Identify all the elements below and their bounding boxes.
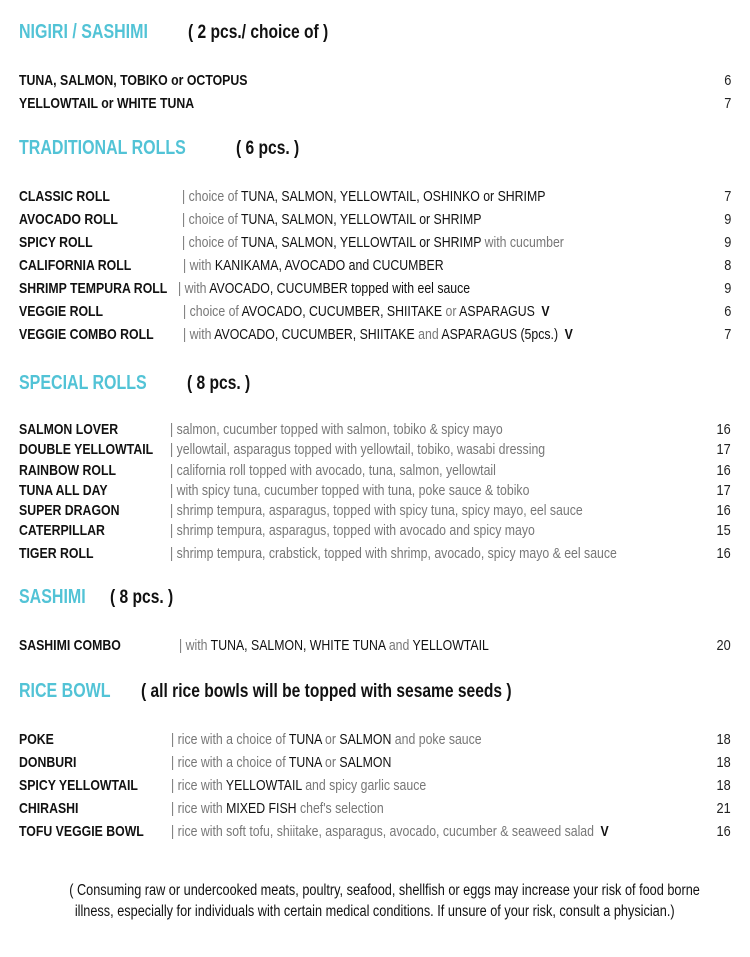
item-description: | shrimp tempura, asparagus, topped with spicy tuna, spicy mayo, eel sauce [170, 502, 583, 520]
item-description: | with spicy tuna, cucumber topped with tuna, poke sauce & tobiko [170, 481, 530, 499]
item-name: RAINBOW ROLL [19, 461, 117, 479]
item-description: | shrimp tempura, crabstick, topped with shrimp, avocado, spicy mayo & eel sauce [170, 544, 617, 562]
section-header [19, 19, 731, 45]
menu-item [19, 208, 731, 231]
item-price: 18 [716, 754, 731, 771]
item-name: YELLOWTAIL or WHITE TUNA [19, 95, 195, 112]
menu-item [19, 420, 731, 440]
item-description: | with AVOCADO, CUCUMBER topped with eel sauce [178, 280, 471, 297]
item-name: SASHIMI COMBO [19, 637, 121, 654]
item-description: | choice of TUNA, SALMON, YELLOWTAIL or SHRIMP [182, 211, 482, 228]
section-header [19, 678, 731, 704]
item-price: 7 [723, 326, 731, 343]
menu-item [19, 92, 731, 115]
item-description: | rice with a choice of TUNA or SALMON and poke sauce [171, 731, 482, 748]
menu-item [19, 797, 731, 820]
section-title: SASHIMI [19, 586, 86, 608]
section-note: ( 6 pcs. ) [235, 138, 299, 159]
item-price: 18 [716, 777, 731, 794]
item-name: DOUBLE YELLOWTAIL [19, 441, 154, 459]
menu-item [19, 728, 731, 751]
vegetarian-icon: V [541, 303, 550, 320]
section-nigiri [19, 19, 731, 115]
section-title: SPECIAL ROLLS [19, 372, 147, 394]
item-price: 15 [716, 522, 731, 540]
item-price: 21 [716, 800, 731, 817]
section-header [19, 584, 731, 610]
item-name: SALMON LOVER [19, 421, 119, 438]
item-name: TUNA ALL DAY [19, 481, 108, 499]
item-description: | with AVOCADO, CUCUMBER, SHIITAKE and ASPARAGUS (5pcs.) V [183, 326, 573, 343]
item-description: | rice with soft tofu, shiitake, asparagus, avocado, cucumber & seaweed salad V [171, 823, 609, 840]
section-header [19, 135, 731, 161]
section-note: ( 8 pcs. ) [186, 373, 250, 394]
menu-item [19, 277, 731, 300]
item-description: | salmon, cucumber topped with salmon, tobiko & spicy mayo [170, 421, 503, 438]
menu-item [19, 323, 731, 346]
section-title: RICE BOWL [19, 680, 111, 702]
item-name: CATERPILLAR [19, 522, 105, 540]
item-name: AVOCADO ROLL [19, 211, 118, 228]
item-price: 16 [716, 502, 731, 520]
item-description: | with TUNA, SALMON, WHITE TUNA and YELLOWTAIL [179, 637, 489, 654]
item-name: SPICY YELLOWTAIL [19, 777, 138, 794]
item-description: | rice with a choice of TUNA or SALMON [171, 754, 392, 771]
item-price: 16 [716, 421, 731, 438]
item-name: TOFU VEGGIE BOWL [19, 823, 144, 840]
menu-item [19, 254, 731, 277]
item-description: | choice of AVOCADO, CUCUMBER, SHIITAKE or ASPARAGUS V [183, 303, 550, 320]
section-traditional-rolls [19, 135, 731, 346]
item-price: 16 [716, 823, 731, 840]
item-description: | california roll topped with avocado, tuna, salmon, yellowtail [170, 461, 496, 479]
menu-item [19, 501, 731, 521]
item-description: | choice of TUNA, SALMON, YELLOWTAIL, OSHINKO or SHRIMP [182, 188, 546, 205]
menu-item [19, 774, 731, 797]
item-name: DONBURI [19, 754, 77, 771]
item-price: 7 [723, 188, 731, 205]
item-price: 16 [716, 544, 731, 562]
item-price: 18 [716, 731, 731, 748]
menu-item [19, 820, 731, 843]
item-name: CLASSIC ROLL [19, 188, 110, 205]
item-name: SUPER DRAGON [19, 502, 120, 520]
item-name: TIGER ROLL [19, 544, 94, 562]
section-note: ( all rice bowls will be topped with sesame seeds ) [141, 681, 513, 702]
section-title: NIGIRI / SASHIMI [19, 21, 148, 43]
item-description: | rice with MIXED FISH chef's selection [171, 800, 384, 817]
item-price: 9 [723, 211, 731, 228]
menu-item [19, 300, 731, 323]
section-special-rolls [19, 370, 731, 565]
item-price: 9 [723, 234, 731, 251]
menu-item [19, 542, 731, 565]
item-description: | yellowtail, asparagus topped with yellowtail, tobiko, wasabi dressing [170, 441, 546, 459]
menu-item [19, 461, 731, 481]
section-sashimi [19, 584, 731, 657]
item-name: CHIRASHI [19, 800, 79, 817]
item-price: 17 [716, 441, 731, 459]
item-description: | shrimp tempura, asparagus, topped with avocado and spicy mayo [170, 522, 535, 540]
item-price: 8 [723, 257, 731, 274]
section-title: TRADITIONAL ROLLS [19, 137, 186, 159]
item-price: 16 [716, 461, 731, 479]
item-price: 7 [723, 95, 731, 112]
menu-item [19, 440, 731, 460]
item-price: 6 [723, 72, 731, 89]
item-description: | rice with YELLOWTAIL and spicy garlic sauce [171, 777, 427, 794]
item-name: CALIFORNIA ROLL [19, 257, 132, 274]
item-name: TUNA, SALMON, TOBIKO or OCTOPUS [19, 72, 248, 89]
item-price: 20 [716, 637, 731, 654]
menu-item [19, 634, 731, 657]
health-disclaimer [0, 880, 750, 922]
item-description: | with KANIKAMA, AVOCADO and CUCUMBER [183, 257, 444, 274]
vegetarian-icon: V [564, 326, 573, 343]
item-price: 9 [723, 280, 731, 297]
section-rice-bowl [19, 678, 731, 843]
item-name: POKE [19, 731, 54, 748]
item-name: SHRIMP TEMPURA ROLL [19, 280, 168, 297]
item-price: 17 [716, 481, 731, 499]
menu-item [19, 69, 731, 92]
section-note: ( 2 pcs./ choice of ) [188, 22, 329, 43]
section-note: ( 8 pcs. ) [110, 587, 174, 608]
disclaimer-line: illness, especially for individuals with certain medical conditions. If unsure of your risk, consult a physician.) [75, 903, 675, 920]
menu-item [19, 185, 731, 208]
disclaimer-line: ( Consuming raw or undercooked meats, poultry, seafood, shellfish or eggs may increase your risk of food borne [69, 882, 700, 899]
menu-item [19, 751, 731, 774]
item-name: SPICY ROLL [19, 234, 93, 251]
vegetarian-icon: V [600, 823, 609, 840]
menu-item [19, 231, 731, 254]
menu-item [19, 481, 731, 501]
item-description: | choice of TUNA, SALMON, YELLOWTAIL or SHRIMP with cucumber [182, 234, 564, 251]
item-price: 6 [723, 303, 731, 320]
item-name: VEGGIE ROLL [19, 303, 104, 320]
item-name: VEGGIE COMBO ROLL [19, 326, 154, 343]
section-header [19, 370, 731, 396]
menu-item [19, 521, 731, 541]
